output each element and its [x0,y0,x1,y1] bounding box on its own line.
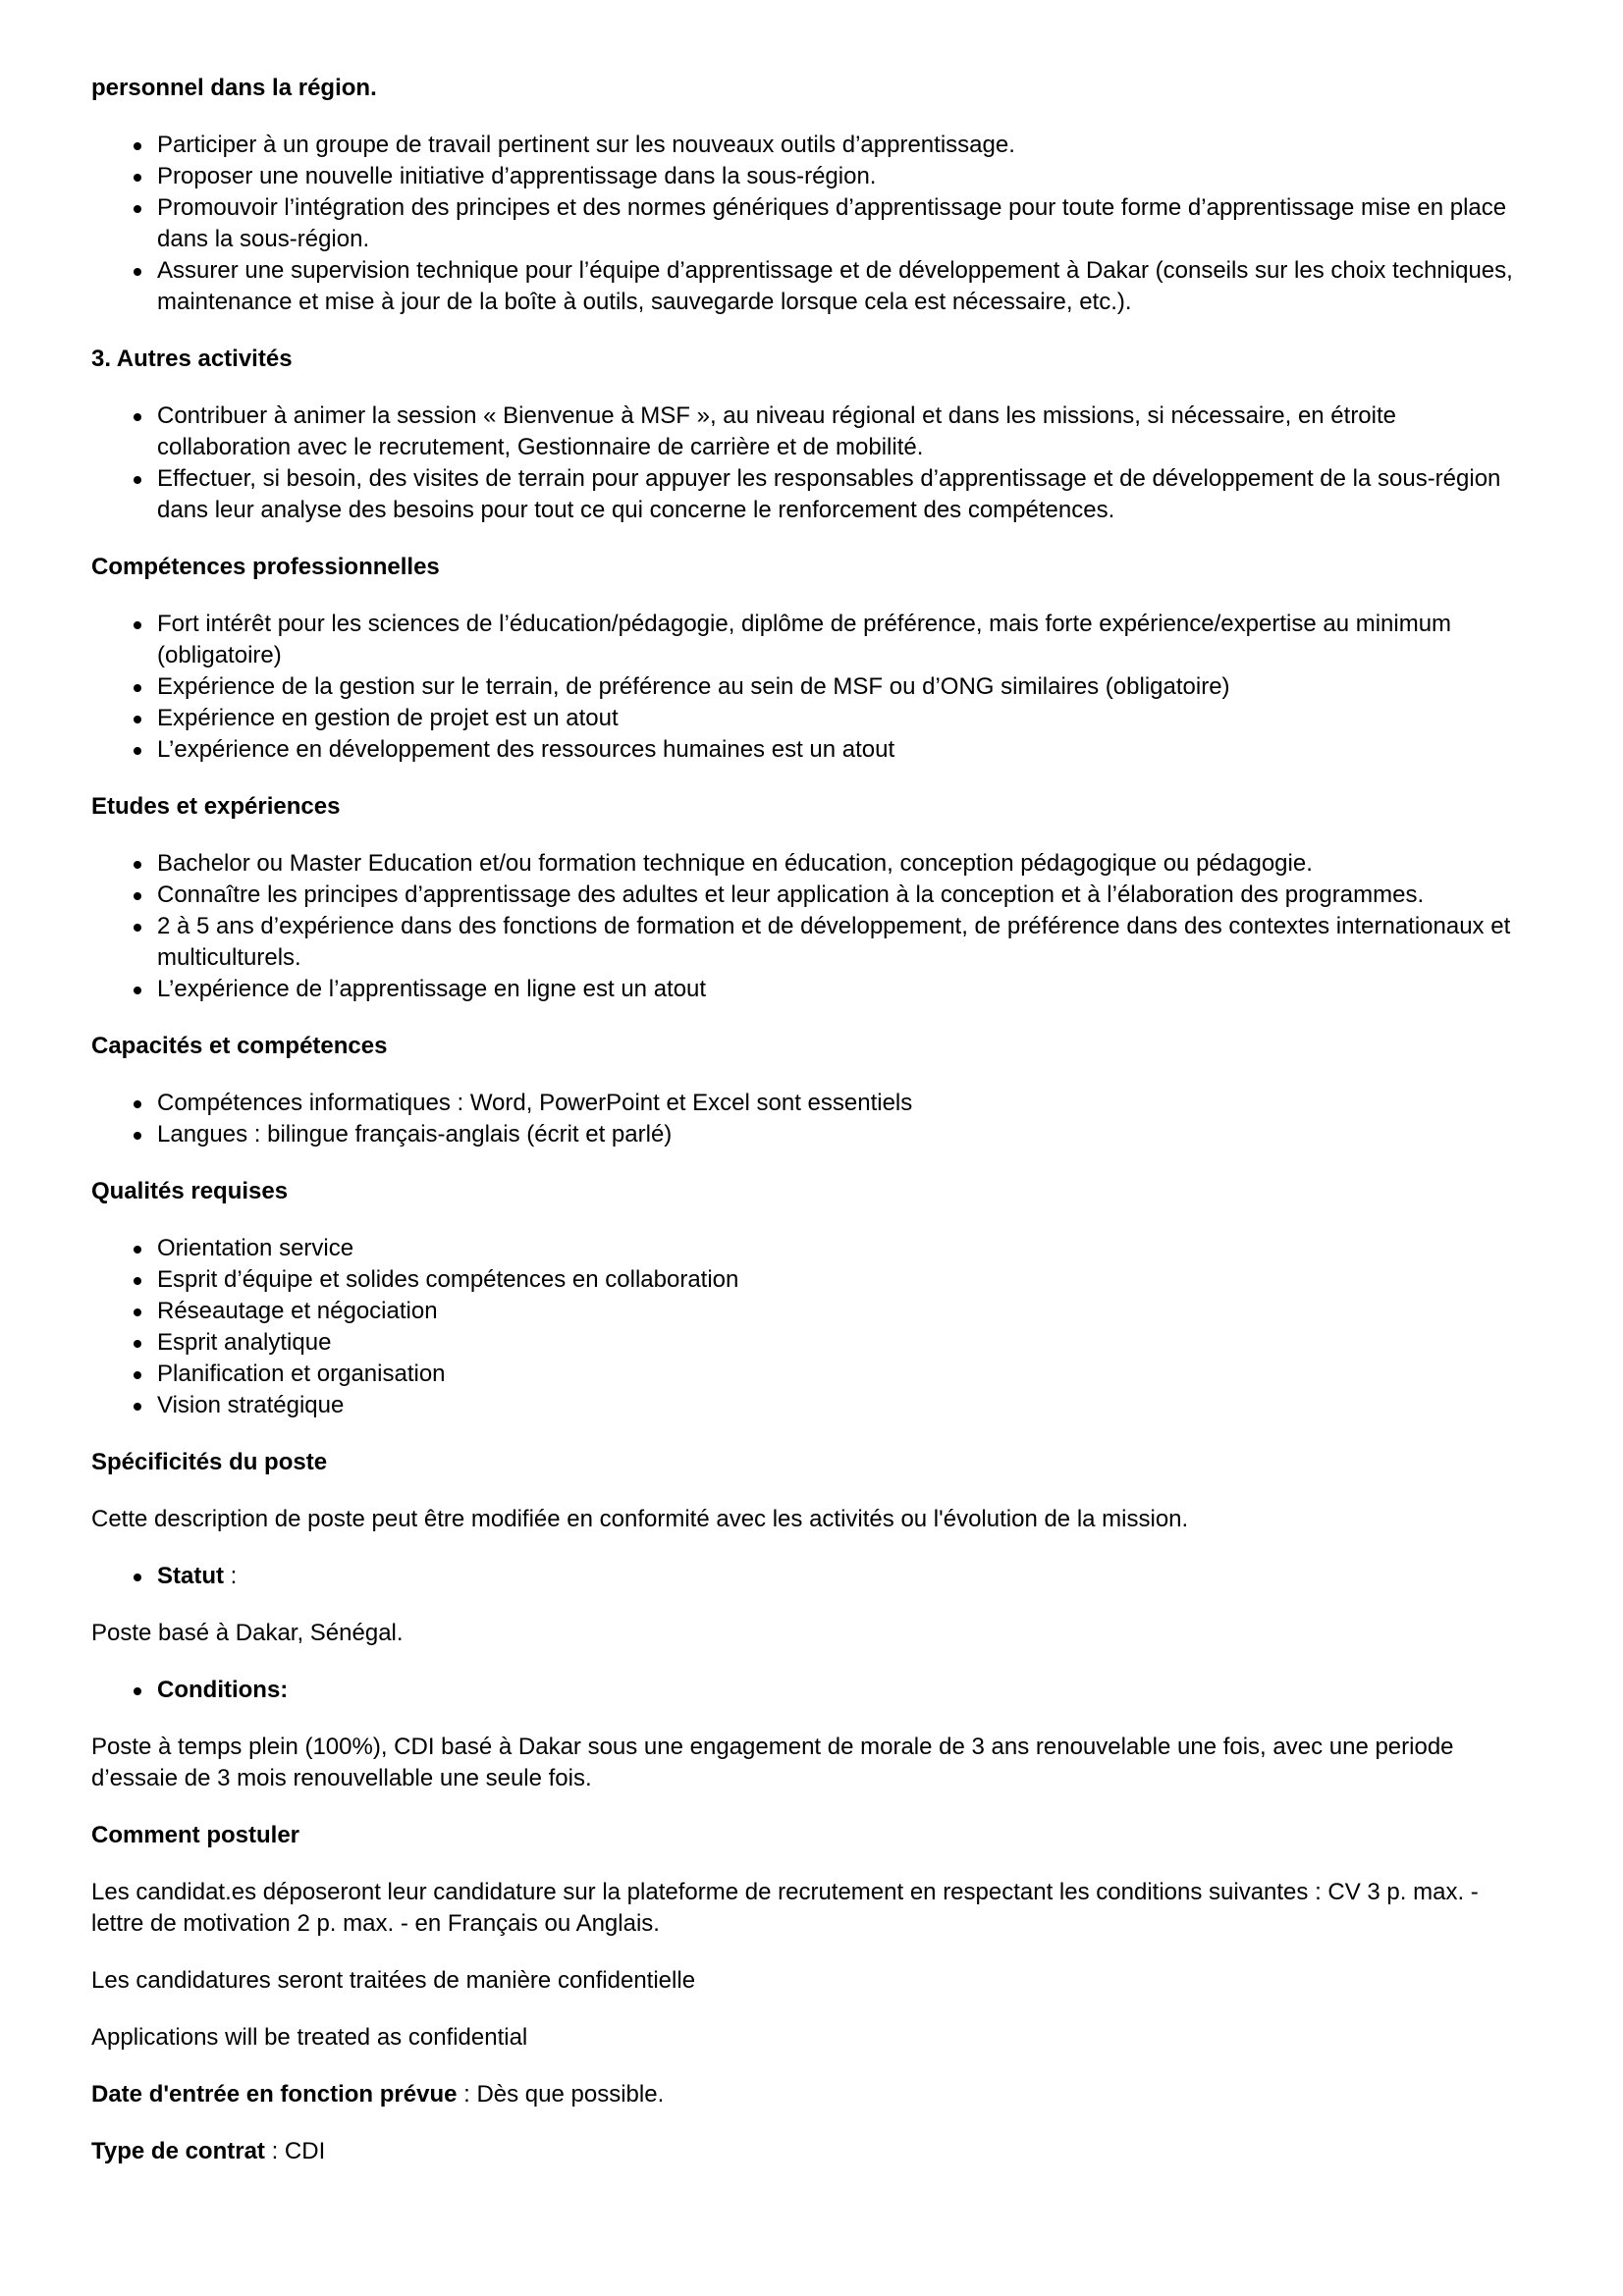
list-item: Promouvoir l’intégration des principes et des normes génériques d’apprentissage pour toute forme d’apprentissage mise en place dans la sous-région. [157,192,1535,255]
conditions-item [157,1675,1535,1706]
section-heading-postuler: Comment postuler [91,1822,300,1848]
list-item: Réseautage et négociation [157,1296,1535,1327]
section-heading-competences: Compétences professionnelles [91,554,440,580]
start-date-value: : Dès que possible. [457,2081,665,2108]
confidential-en-text: Applications will be treated as confidential [91,2024,528,2051]
list-item: Participer à un groupe de travail pertinent sur les nouveaux outils d’apprentissage. [157,130,1535,161]
contract-type [91,2136,1535,2167]
conditions-list [91,1675,1535,1706]
list-item: Effectuer, si besoin, des visites de terrain pour appuyer les responsables d’apprentissage et de développement de la sous-région dans leur analyse des besoins pour tout ce qui concerne le renforcement des compétences. [157,463,1535,526]
statut-list [91,1561,1535,1592]
list-item: Planification et organisation [157,1359,1535,1390]
list-item: Contribuer à animer la session « Bienvenue à MSF », au niveau régional et dans les missions, si nécessaire, en étroite collaboration avec le recrutement, Gestionnaire de carrière et de mobilité. [157,400,1535,463]
conditions-label: Conditions: [157,1677,289,1703]
statut-item [157,1561,1535,1592]
list-item: Expérience de la gestion sur le terrain, de préférence au sein de MSF ou d’ONG similaires (obligatoire) [157,671,1535,703]
capacites-list [91,1088,1535,1150]
list-item: Esprit d’équipe et solides compétences en collaboration [157,1264,1535,1296]
list-item: Vision stratégique [157,1390,1535,1421]
list-item: 2 à 5 ans d’expérience dans des fonctions de formation et de développement, de préférence dans des contextes internationaux et multiculturels. [157,911,1535,974]
section-heading-etudes: Etudes et expériences [91,793,341,820]
start-date [91,2079,1535,2110]
specificites-text: Cette description de poste peut être modifiée en conformité avec les activités ou l'évolution de la mission. [91,1506,1189,1532]
statut-text: Poste basé à Dakar, Sénégal. [91,1620,404,1646]
contract-type-label: Type de contrat [91,2138,265,2164]
section-heading-capacites: Capacités et compétences [91,1033,388,1059]
list-item: Assurer une supervision technique pour l’équipe d’apprentissage et de développement à Dakar (conseils sur les choix techniques, maintenance et mise à jour de la boîte à outils, sauvegarde lorsque cela est nécessaire, etc.). [157,255,1535,318]
confidential-fr-text: Les candidatures seront traitées de manière confidentielle [91,1967,696,1994]
conditions-text: Poste à temps plein (100%), CDI basé à Dakar sous une engagement de morale de 3 ans renouvelable une fois, avec une periode d’essaie de 3 mois renouvellable une seule fois. [91,1734,1454,1791]
competences-list [91,609,1535,766]
list-item: Bachelor ou Master Education et/ou formation technique en éducation, conception pédagogique ou pédagogie. [157,848,1535,880]
statut-label: Statut [157,1563,224,1589]
list-item: Orientation service [157,1233,1535,1264]
section-heading-qualites: Qualités requises [91,1178,289,1204]
list-item: Proposer une nouvelle initiative d’apprentissage dans la sous-région. [157,161,1535,192]
etudes-list [91,848,1535,1005]
section-heading-autres-activites: 3. Autres activités [91,346,293,372]
list-item: Compétences informatiques : Word, PowerPoint et Excel sont essentiels [157,1088,1535,1119]
section-heading-specificites: Spécificités du poste [91,1449,328,1475]
list-item: L’expérience de l’apprentissage en ligne est un atout [157,974,1535,1005]
list-item: L’expérience en développement des ressources humaines est un atout [157,734,1535,766]
list-item: Langues : bilingue français-anglais (écrit et parlé) [157,1119,1535,1150]
section-heading-personnel: personnel dans la région. [91,75,377,101]
start-date-label: Date d'entrée en fonction prévue [91,2081,458,2108]
list-item: Fort intérêt pour les sciences de l’éducation/pédagogie, diplôme de préférence, mais forte expérience/expertise au minimum (obligatoire) [157,609,1535,671]
list-item: Expérience en gestion de projet est un atout [157,703,1535,734]
contract-type-value: : CDI [264,2138,326,2164]
postuler-text: Les candidat.es déposeront leur candidature sur la plateforme de recrutement en respectant les conditions suivantes : CV 3 p. max. - lettre de motivation 2 p. max. - en Français ou Anglais. [91,1879,1479,1937]
qualites-list [91,1233,1535,1421]
autres-list [91,400,1535,526]
intro-list [91,130,1535,318]
list-item: Connaître les principes d’apprentissage des adultes et leur application à la conception et à l’élaboration des programmes. [157,880,1535,911]
list-item: Esprit analytique [157,1327,1535,1359]
statut-suffix: : [224,1563,238,1589]
